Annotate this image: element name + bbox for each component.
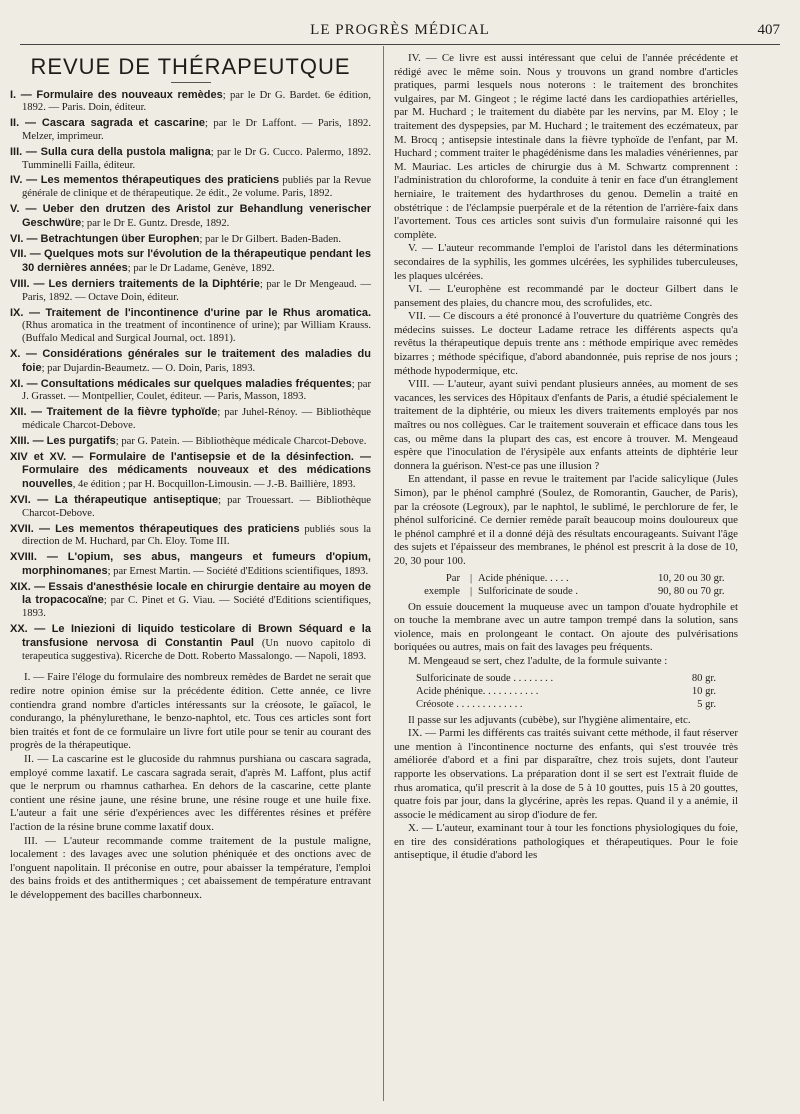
right-body-text-3: [394, 714, 738, 864]
bibliography-entry: [10, 523, 371, 550]
formula-phenol: [394, 572, 734, 598]
title-rule: [171, 82, 211, 83]
entry-title: XII. — Traitement de la fièvre typhoïde: [10, 406, 218, 419]
brace-icon: |: [469, 585, 473, 597]
formula-ingredient: Créosote . . . . . . . . . . . . .: [416, 698, 523, 710]
entry-title: XX. — Le Iniezioni di liquido testicolare di Brown Séquard e la transfusione nervosa di Constantin Paul: [10, 623, 371, 649]
right-body-text-1: [394, 52, 738, 569]
bibliography-entry: [10, 551, 371, 579]
bibliography-list: [10, 89, 371, 664]
paragraph: VI. — L'europhène est recommandé par le docteur Gilbert dans le pansement des plaies, du chancre mou, des scrofulides, etc.: [394, 283, 738, 309]
formula-row: [416, 672, 716, 685]
formula-row: [416, 685, 716, 698]
entry-details: ; par le Dr Mengeaud. — Paris, 1892. — Octave Doin, éditeur.: [22, 278, 371, 303]
paragraph: VIII. — L'auteur, ayant suivi pendant plusieurs années, au moment de ses vacances, les services des Hôpitaux d'enfants de Paris, a étudié spécialement le traitement de la diphtérie, ou mieux les divers traitements employés par nos maîtres ou nos collègues. Car le traitement souverain et efficace dans tous les cas, ou même dans la plupart des cas, est encore à trouver. M. Mengeaud espère que l'inoculation de l'érysipèle aux enfants atteints de diphtérie leur donnera la guérison. N'est-ce pas une illusion ?: [394, 378, 738, 472]
bibliography-entry: [10, 451, 371, 492]
formula-quantity: 10 gr.: [691, 685, 716, 697]
bibliography-entry: [10, 89, 371, 116]
bibliography-entry: [10, 174, 371, 201]
right-body-text-2: [394, 601, 738, 669]
entry-title: VIII. — Les derniers traitements de la Diphtérie: [10, 277, 260, 290]
left-column: [10, 52, 371, 903]
bibliography-entry: [10, 203, 371, 231]
entry-title: X. — Considérations générales sur le traitement des maladies du foie: [10, 347, 371, 374]
formula-ingredient: Sulforicinate de soude . . . . . . . .: [416, 672, 554, 684]
left-body-text: [10, 671, 371, 902]
formula-row: [394, 572, 734, 585]
formula-quantity: 10, 20 ou 30 gr.: [658, 572, 725, 584]
paragraph: VII. — Ce discours a été prononcé à l'ouverture du quatrième Congrès des médecins suisses. Le docteur Ladame retrace les différents aspects qu'a revêtus la thérapeutique depuis trente ans : méthode empirique avec remèdes bizarres ; méthode spécifique, d'abord abandonnée, puis reprise de nos jours ; méthode hypodermique, etc.: [394, 310, 738, 377]
entry-title: VII. — Quelques mots sur l'évolution de la thérapeutique pendant les 30 dernières années: [10, 248, 371, 275]
entry-details: ; par J. Grasset. — Montpellier, Coulet, éditeur. — Paris, Masson, 1893.: [22, 378, 371, 403]
bibliography-entry: [10, 406, 371, 433]
paragraph: X. — L'auteur, examinant tour à tour les fonctions physiologiques du foie, en tire des considérations pathologiques et thérapeutiques. Pour le foie antiseptique, il étudie d'abord les: [394, 822, 738, 862]
paragraph: II. — La cascarine est le glucoside du rahmnus purshiana ou cascara sagrada, employé comme laxatif. Le cascara sagrada serait, d'après M. Laffont, plus actif que le nerprum ou rhamnus catharhea. En dehors de la cascarine, cette plante contient une résine jaune, une résine brune, une résine rouge et une huile fixe. L'auteur a fait une série d'expériences avec les différentes résines et préfère l'action de la résine brune comme laxatif doux.: [10, 753, 371, 833]
page-number: 407: [757, 22, 780, 38]
entry-title: VI. — Betrachtungen über Europhen: [10, 232, 200, 245]
entry-title: XVI. — La thérapeutique antiseptique: [10, 493, 219, 506]
formula-prefix: Par: [445, 572, 460, 584]
formula-quantity: 5 gr.: [697, 698, 716, 710]
bibliography-entry: [10, 146, 371, 173]
paragraph: On essuie doucement la muqueuse avec un tampon d'ouate hydrophile et on touche la membrane avec un autre tampon trempé dans la solution, sans violence, mais en prolongeant le contact. On ajoute des pulvérisations boriquées ou autres, mais on fait des lavages peu fréquents.: [394, 600, 738, 654]
formula-prefix: exemple: [424, 585, 460, 597]
entry-details: ; par le Dr Laffont. — Paris, 1892. Melzer, imprimeur.: [22, 118, 371, 142]
bibliography-entry: [10, 435, 371, 449]
entry-title: IV. — Les mementos thérapeutiques des praticiens: [10, 174, 280, 187]
paragraph: III. — L'auteur recommande comme traitement de la pustule maligne, localement : des lavages avec une solution phéniquée et des onctions avec de l'onguent napolitain. Il préconise en outre, pour abaisser la température, l'emploi des bains froids et des antithermiques ; cet abaissement de température entravant le développement des bacilles charbonneux.: [10, 834, 371, 901]
paragraph: IX. — Parmi les différents cas traités suivant cette méthode, il faut réserver une mention à l'incontinence nocturne des enfants, qui s'est trouvée très améliorée d'abord et a fini par disparaître, chez trois sujets, dont l'auteur rapporte les observations. La préparation dont il se sert est l'extrait fluide de rhus aromatica, qu'il prescrit à la dose de 5 à 10 gouttes, puis 15 à 20 gouttes, quatre fois par jour, dans la glycérine, après les repas. Quand il y a anémie, il associe le médicament au sirop d'iodure de fer.: [394, 727, 738, 821]
formula-ingredient: Acide phénique. . . . .: [478, 572, 569, 584]
entry-details: (Rhus aromatica in the treatment of incontinence of urine); par William Krauss. (Buffalo Medical and Surgical Journal, oct. 1891).: [22, 320, 371, 345]
entry-details: , 4e édition ; par H. Bocquillon-Limousin. — J.-B. Baillière, 1893.: [72, 479, 356, 491]
entry-details: ; par Juhel-Rénoy. — Bibliothèque médicale Charcot-Debove.: [22, 407, 371, 431]
entry-title: V. — Ueber den drutzen des Aristol zur Behandlung venerischer Geschwüre: [10, 202, 371, 229]
entry-title: XIX. — Essais d'anesthésie locale en chirurgie dentaire au moyen de la tropacocaïne: [10, 580, 371, 607]
paragraph: M. Mengeaud se sert, chez l'adulte, de la formule suivante :: [408, 654, 668, 667]
entry-details: ; par le Dr E. Guntz. Dresde, 1892.: [81, 217, 230, 229]
entry-title: III. — Sulla cura della pustola maligna: [10, 145, 211, 158]
bibliography-entry: [10, 307, 371, 346]
right-column: [394, 52, 738, 863]
entry-title: XVIII. — L'opium, ses abus, mangeurs et fumeurs d'opium, morphinomanes: [10, 551, 371, 577]
bibliography-entry: [10, 233, 371, 247]
journal-title: LE PROGRÈS MÉDICAL: [310, 22, 490, 38]
formula-quantity: 80 gr.: [691, 672, 716, 684]
entry-title: IX. — Traitement de l'incontinence d'urine par le Rhus aromatica.: [10, 306, 371, 319]
paragraph: V. — L'auteur recommande l'emploi de l'aristol dans les déterminations secondaires de la syphilis, les gommes ulcérées, les syphilides tuberculeuses, les plaques ulcérées.: [394, 242, 738, 282]
paragraph: En attendant, il passe en revue le traitement par l'acide salicylique (Jules Simon), par le phénol camphré (Soulez, de Romorantin, Gaucher, de Paris), par la créosote (Legroux), par le naphtol, le sublimé, le perchlorure de fer, le phénol sulforiciné. Ce dernier remède paraît beaucoup moins douloureux que le phénol camphré et il a donné déjà des résultats encourageants. Suivant l'âge des sujets et l'épaisseur des membranes, le phénol est prescrit à la dose de 10, 20, 30 pour 100.: [394, 473, 738, 567]
entry-details: ; par Trouessart. — Bibliothèque Charcot-Debove.: [22, 494, 371, 519]
entry-details: ; par le Dr Ladame, Genève, 1892.: [127, 263, 275, 275]
entry-details: ; par Ernest Martin. — Société d'Editions scientifiques, 1893.: [107, 565, 369, 577]
entry-title: I. — Formulaire des nouveaux remèdes: [10, 88, 223, 101]
entry-title: XIV et XV. — Formulaire de l'antisepsie et de la désinfection. — Formulaire des médicaments nouveaux et des médications nouvelles: [10, 450, 371, 491]
entry-details: ; par Dujardin-Beaumetz. — O. Doin, Paris, 1893.: [41, 362, 256, 374]
paragraph: I. — Faire l'éloge du formulaire des nombreux remèdes de Bardet ne serait que redire notre opinion émise sur la précédente édition. Cette année, ce livre contiendra grand nombre d'articles intéressants sur la créosote, le gaïacol, le condurango, la phénylurethane, le benzo-naphtol, etc. Tous ces articles sont fort bien traités et font de ce formulaire un livre fort utile pour se tenir au courant des progrès de la thérapeutique.: [10, 671, 371, 752]
bibliography-entry: [10, 378, 371, 405]
entry-details: ; par C. Pinet et G. Viau. — Société d'Editions scientifiques, 1893.: [22, 595, 371, 620]
bibliography-entry: [10, 494, 371, 521]
paragraph: Il passe sur les adjuvants (cubèbe), sur l'hygiène alimentaire, etc.: [408, 713, 691, 726]
brace-icon: |: [469, 572, 473, 584]
formula-row: [394, 585, 734, 598]
formula-row: [416, 698, 716, 711]
paragraph: IV. — Ce livre est aussi intéressant que celui de l'année précédente et rédigé avec le même soin. Nous y trouvons un grand nombre d'articles pratiques, parmi lesquels nous noterons : le traitement des bronchites vulgaires, par M. Gingeot ; le régime lacté dans les cardiopathies artérielles, par M. Huchard ; le traitement du diabète par les nervins, par M. Eloy ; le traitement des dyspepsies, par M. Huchard ; le traitement des eczémateux, par M. Brocq ; antisepsie intestinale dans la fièvre typhoïde de l'enfant, par M. Huchard ; comment traiter le phagédénisme dans les maladies vénériennes, par M. Mauriac. Les articles de chirurgie dus à M. Schwartz comprennent : l'administration du chloroforme, la conduite à tenir en face d'un étranglement herniaire, le traitement des hydarthroses du genou. Demelin a traité en obstétrique : de l'éclampsie puerpérale et de la rétention de l'arrière-faix dans l'avortement. Tous ces articles sont suivis d'un formulaire raisonné qui les complète.: [394, 52, 738, 241]
entry-details: ; par G. Patein. — Bibliothèque médicale Charcot-Debove.: [115, 435, 367, 447]
entry-details: ; par le Dr G. Cucco. Palermo, 1892. Tumminelli Failla, éditeur.: [22, 146, 371, 171]
entry-title: II. — Cascara sagrada et cascarine: [10, 117, 206, 130]
section-title: REVUE DE THÉRAPEUTQUE: [30, 54, 351, 79]
entry-details: ; par le Dr Gilbert. Baden-Baden.: [199, 233, 341, 245]
bibliography-entry: [10, 623, 371, 663]
entry-title: XI. — Consultations médicales sur quelques maladies fréquentes: [10, 377, 352, 390]
entry-details: (Un nuovo capitolo di terapeutica suggestiva). Ricerche de Dott. Roberto Massalongo. — Napoli, 1893.: [22, 637, 372, 662]
bibliography-entry: [10, 248, 371, 276]
bibliography-entry: [10, 348, 371, 376]
bibliography-entry: [10, 278, 371, 305]
formula-adult: [416, 672, 738, 711]
entry-details: ; par le Dr G. Bardet. 6e édition, 1892. — Paris. Doin, éditeur.: [22, 89, 372, 114]
formula-ingredient: Sulforicinate de soude .: [478, 585, 579, 597]
entry-details: publiés par la Revue générale de clinique et de thérapeutique. 2e édit., 2e volume. Paris, 1892.: [22, 175, 372, 200]
bibliography-entry: [10, 117, 371, 144]
page-header: [20, 20, 780, 45]
entry-title: XVII. — Les mementos thérapeutiques des praticiens: [10, 522, 300, 535]
formula-ingredient: Acide phénique. . . . . . . . . . .: [416, 685, 539, 697]
column-divider: [383, 46, 384, 1101]
formula-quantity: 90, 80 ou 70 gr.: [658, 585, 725, 597]
entry-title: XIII. — Les purgatifs: [10, 434, 116, 447]
bibliography-entry: [10, 581, 371, 621]
entry-details: publiés sous la direction de M. Huchard, par Ch. Eloy. Tome III.: [22, 523, 371, 548]
